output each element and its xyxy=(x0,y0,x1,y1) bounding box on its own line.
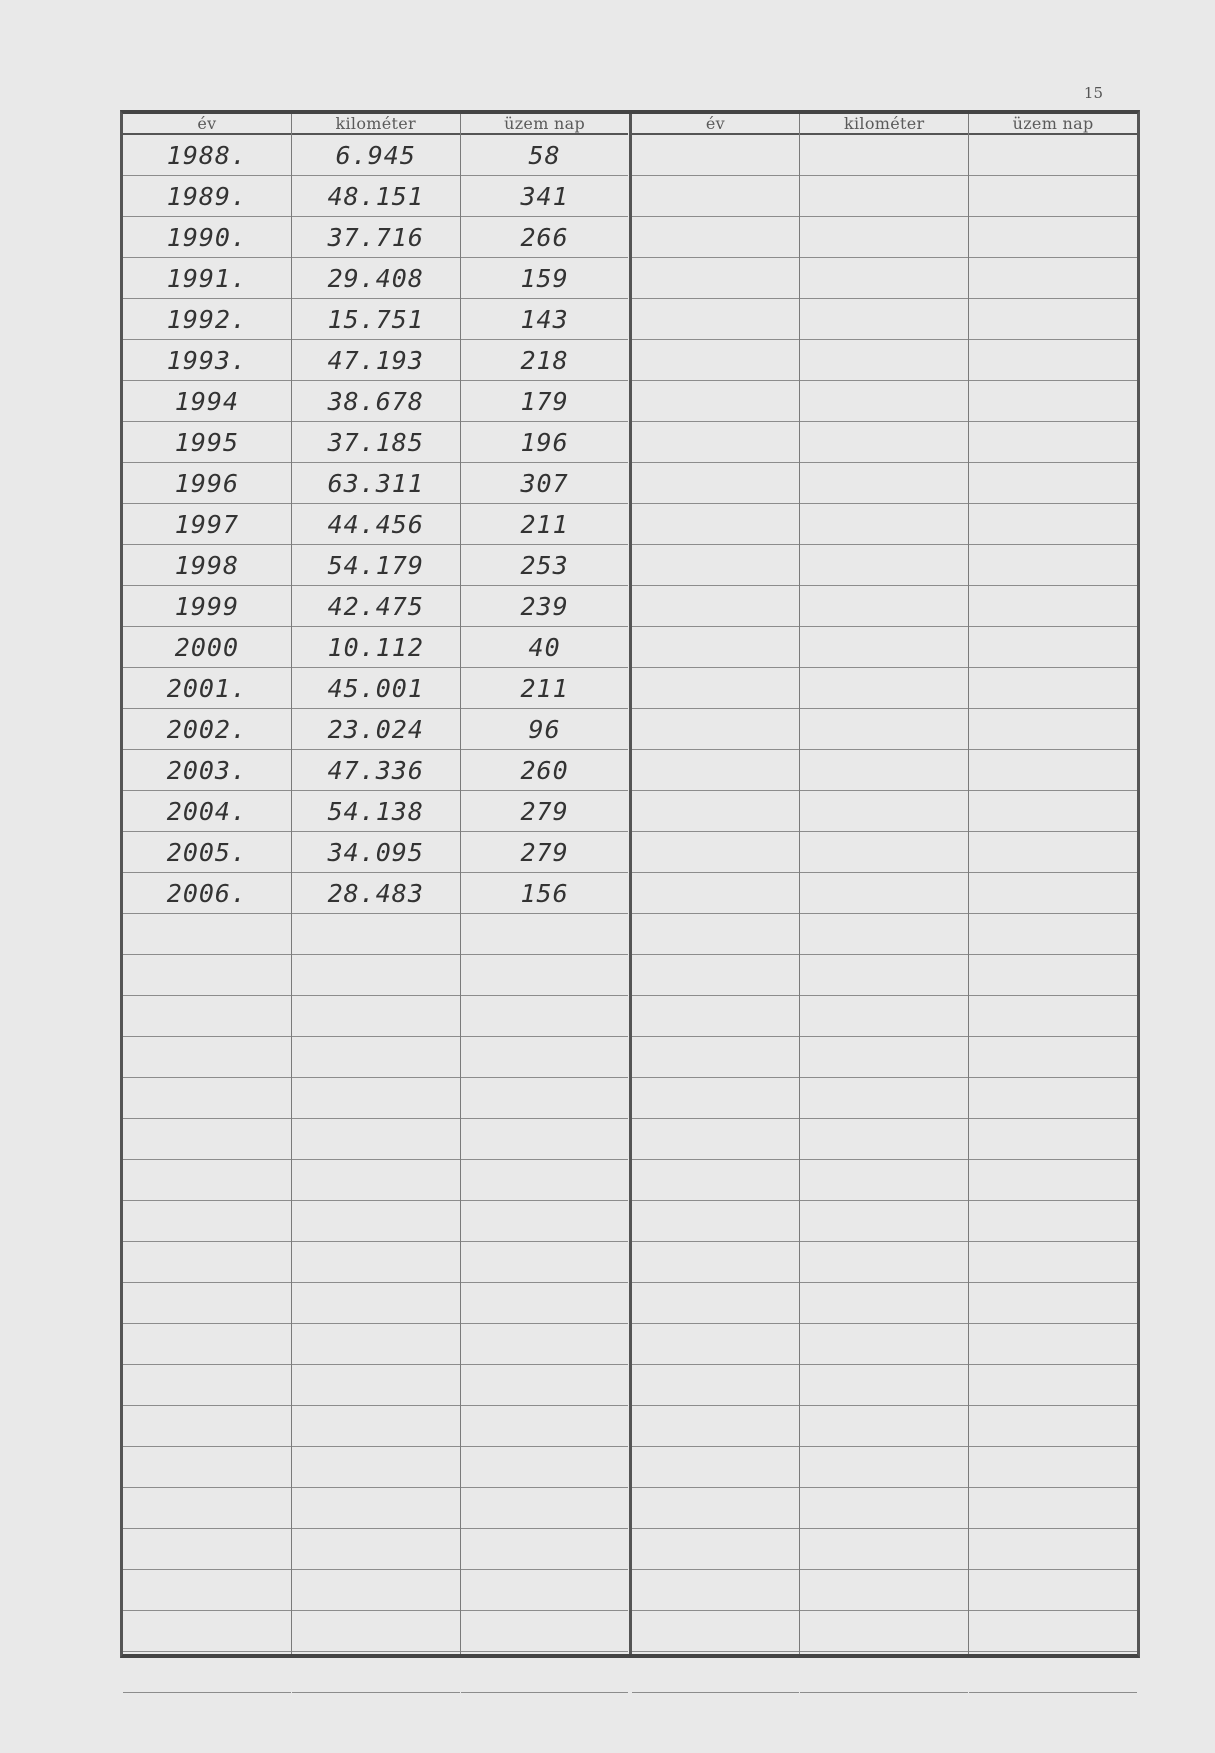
operating-days-column xyxy=(461,114,629,1654)
empty-ruled-line xyxy=(461,1119,629,1160)
empty-ruled-line xyxy=(123,1406,291,1447)
entry-days: 143 xyxy=(461,299,629,340)
entry-km: 45.001 xyxy=(292,668,460,709)
empty-ruled-line xyxy=(632,258,800,299)
empty-ruled-line xyxy=(632,504,800,545)
empty-ruled-line xyxy=(969,1324,1137,1365)
empty-ruled-line xyxy=(632,463,800,504)
empty-ruled-line xyxy=(292,996,460,1037)
empty-ruled-line xyxy=(632,996,800,1037)
empty-ruled-line xyxy=(800,135,968,176)
empty-ruled-line xyxy=(800,1119,968,1160)
entry-days: 40 xyxy=(461,627,629,668)
empty-ruled-line xyxy=(123,1365,291,1406)
empty-ruled-line xyxy=(969,914,1137,955)
empty-ruled-line xyxy=(632,422,800,463)
empty-ruled-line xyxy=(632,1611,800,1652)
entry-year: 2003. xyxy=(123,750,291,791)
empty-ruled-line xyxy=(800,1693,968,1733)
empty-ruled-line xyxy=(292,1119,460,1160)
entry-year: 1993. xyxy=(123,340,291,381)
empty-ruled-line xyxy=(461,1693,629,1733)
entry-days: 96 xyxy=(461,709,629,750)
empty-ruled-line xyxy=(292,1201,460,1242)
entry-km: 28.483 xyxy=(292,873,460,914)
empty-ruled-line xyxy=(800,1611,968,1652)
empty-ruled-line xyxy=(969,504,1137,545)
empty-ruled-line xyxy=(632,217,800,258)
empty-ruled-line xyxy=(969,1283,1137,1324)
entry-year: 1995 xyxy=(123,422,291,463)
empty-ruled-line xyxy=(461,1324,629,1365)
empty-ruled-line xyxy=(800,1406,968,1447)
empty-ruled-line xyxy=(969,791,1137,832)
empty-ruled-line xyxy=(632,709,800,750)
entry-year: 1998 xyxy=(123,545,291,586)
empty-ruled-line xyxy=(123,1529,291,1570)
empty-ruled-line xyxy=(123,1201,291,1242)
entry-year: 1988. xyxy=(123,135,291,176)
empty-ruled-line xyxy=(800,586,968,627)
empty-ruled-line xyxy=(292,1365,460,1406)
year-column-right xyxy=(632,114,801,1654)
entry-km: 54.179 xyxy=(292,545,460,586)
empty-ruled-line xyxy=(800,463,968,504)
empty-ruled-line xyxy=(800,176,968,217)
entry-year: 1990. xyxy=(123,217,291,258)
empty-ruled-line xyxy=(800,1160,968,1201)
empty-ruled-line xyxy=(800,1078,968,1119)
empty-ruled-line xyxy=(969,1365,1137,1406)
empty-ruled-line xyxy=(800,1201,968,1242)
operating-days-column-right xyxy=(969,114,1137,1654)
empty-ruled-line xyxy=(461,1652,629,1693)
entry-days: 196 xyxy=(461,422,629,463)
ledger-right-half xyxy=(632,114,1138,1654)
empty-ruled-line xyxy=(969,955,1137,996)
empty-ruled-line xyxy=(123,1611,291,1652)
entry-days: 159 xyxy=(461,258,629,299)
empty-ruled-line xyxy=(461,955,629,996)
empty-ruled-line xyxy=(123,1078,291,1119)
empty-ruled-line xyxy=(800,258,968,299)
empty-ruled-line xyxy=(969,340,1137,381)
empty-ruled-line xyxy=(292,914,460,955)
empty-ruled-line xyxy=(292,1447,460,1488)
entry-km: 6.945 xyxy=(292,135,460,176)
empty-ruled-line xyxy=(969,996,1137,1037)
header-operating-days: üzem nap xyxy=(461,114,629,135)
empty-ruled-line xyxy=(123,955,291,996)
empty-ruled-line xyxy=(800,914,968,955)
empty-ruled-line xyxy=(123,1570,291,1611)
empty-ruled-line xyxy=(123,1242,291,1283)
header-year-right: év xyxy=(632,114,800,135)
empty-ruled-line xyxy=(969,1488,1137,1529)
empty-ruled-line xyxy=(800,1529,968,1570)
entry-year: 2006. xyxy=(123,873,291,914)
entry-year: 1991. xyxy=(123,258,291,299)
empty-ruled-line xyxy=(123,1447,291,1488)
empty-ruled-line xyxy=(632,1201,800,1242)
empty-ruled-line xyxy=(800,1447,968,1488)
page-number: 15 xyxy=(1083,84,1103,102)
entry-km: 42.475 xyxy=(292,586,460,627)
empty-ruled-line xyxy=(292,1160,460,1201)
empty-ruled-line xyxy=(632,1037,800,1078)
entry-year: 1996 xyxy=(123,463,291,504)
entry-days: 260 xyxy=(461,750,629,791)
empty-ruled-line xyxy=(969,135,1137,176)
empty-ruled-line xyxy=(800,504,968,545)
empty-ruled-line xyxy=(632,1406,800,1447)
empty-ruled-line xyxy=(123,1119,291,1160)
empty-ruled-line xyxy=(292,1283,460,1324)
empty-ruled-line xyxy=(632,627,800,668)
entry-days: 156 xyxy=(461,873,629,914)
entry-km: 37.716 xyxy=(292,217,460,258)
entry-km: 38.678 xyxy=(292,381,460,422)
empty-ruled-line xyxy=(461,1365,629,1406)
empty-ruled-line xyxy=(461,1160,629,1201)
empty-ruled-line xyxy=(461,1447,629,1488)
empty-ruled-line xyxy=(123,1283,291,1324)
entry-days: 211 xyxy=(461,504,629,545)
empty-ruled-line xyxy=(800,1488,968,1529)
empty-ruled-line xyxy=(969,1160,1137,1201)
empty-ruled-line xyxy=(800,422,968,463)
empty-ruled-line xyxy=(632,1242,800,1283)
empty-ruled-line xyxy=(123,1693,291,1733)
empty-ruled-line xyxy=(969,463,1137,504)
entry-km: 34.095 xyxy=(292,832,460,873)
entry-year: 1999 xyxy=(123,586,291,627)
entry-days: 211 xyxy=(461,668,629,709)
entry-km: 47.336 xyxy=(292,750,460,791)
empty-ruled-line xyxy=(292,1529,460,1570)
empty-ruled-line xyxy=(632,381,800,422)
entry-year: 1989. xyxy=(123,176,291,217)
empty-ruled-line xyxy=(800,750,968,791)
empty-ruled-line xyxy=(632,1119,800,1160)
empty-ruled-line xyxy=(800,873,968,914)
empty-ruled-line xyxy=(800,709,968,750)
empty-ruled-line xyxy=(123,1160,291,1201)
empty-ruled-line xyxy=(461,1529,629,1570)
empty-ruled-line xyxy=(123,996,291,1037)
empty-ruled-line xyxy=(969,832,1137,873)
entry-days: 341 xyxy=(461,176,629,217)
empty-ruled-line xyxy=(461,1242,629,1283)
empty-ruled-line xyxy=(632,1078,800,1119)
empty-ruled-line xyxy=(969,668,1137,709)
empty-ruled-line xyxy=(800,340,968,381)
entry-km: 47.193 xyxy=(292,340,460,381)
entry-days: 307 xyxy=(461,463,629,504)
empty-ruled-line xyxy=(632,791,800,832)
empty-ruled-line xyxy=(292,1037,460,1078)
empty-ruled-line xyxy=(969,1693,1137,1733)
empty-ruled-line xyxy=(292,1611,460,1652)
year-column xyxy=(123,114,292,1654)
entry-km: 10.112 xyxy=(292,627,460,668)
empty-ruled-line xyxy=(632,545,800,586)
empty-ruled-line xyxy=(969,1201,1137,1242)
entry-year: 2002. xyxy=(123,709,291,750)
empty-ruled-line xyxy=(800,217,968,258)
empty-ruled-line xyxy=(800,996,968,1037)
empty-ruled-line xyxy=(632,340,800,381)
empty-ruled-line xyxy=(123,1488,291,1529)
empty-ruled-line xyxy=(632,750,800,791)
empty-ruled-line xyxy=(632,1570,800,1611)
entry-km: 29.408 xyxy=(292,258,460,299)
entry-year: 2000 xyxy=(123,627,291,668)
empty-ruled-line xyxy=(800,668,968,709)
entry-days: 279 xyxy=(461,791,629,832)
empty-ruled-line xyxy=(800,791,968,832)
entry-km: 54.138 xyxy=(292,791,460,832)
empty-ruled-line xyxy=(292,1570,460,1611)
empty-ruled-line xyxy=(632,1652,800,1693)
empty-ruled-line xyxy=(969,1652,1137,1693)
empty-ruled-line xyxy=(461,1201,629,1242)
empty-ruled-line xyxy=(800,832,968,873)
empty-ruled-line xyxy=(969,1119,1137,1160)
empty-ruled-line xyxy=(969,381,1137,422)
entry-days: 279 xyxy=(461,832,629,873)
empty-ruled-line xyxy=(800,955,968,996)
empty-ruled-line xyxy=(123,1037,291,1078)
empty-ruled-line xyxy=(632,1324,800,1365)
empty-ruled-line xyxy=(292,1652,460,1693)
empty-ruled-line xyxy=(969,1447,1137,1488)
empty-ruled-line xyxy=(969,586,1137,627)
empty-ruled-line xyxy=(461,1611,629,1652)
entry-days: 179 xyxy=(461,381,629,422)
entry-days: 266 xyxy=(461,217,629,258)
empty-ruled-line xyxy=(632,299,800,340)
empty-ruled-line xyxy=(800,1365,968,1406)
empty-ruled-line xyxy=(969,1529,1137,1570)
kilometer-column-right xyxy=(800,114,969,1654)
kilometer-column xyxy=(292,114,461,1654)
entry-year: 2004. xyxy=(123,791,291,832)
entry-days: 58 xyxy=(461,135,629,176)
empty-ruled-line xyxy=(461,1406,629,1447)
empty-ruled-line xyxy=(632,955,800,996)
empty-ruled-line xyxy=(969,1242,1137,1283)
empty-ruled-line xyxy=(800,1242,968,1283)
empty-ruled-line xyxy=(800,1652,968,1693)
header-kilometer-right: kilométer xyxy=(800,114,968,135)
empty-ruled-line xyxy=(461,1570,629,1611)
empty-ruled-line xyxy=(969,1037,1137,1078)
entry-km: 37.185 xyxy=(292,422,460,463)
empty-ruled-line xyxy=(123,914,291,955)
empty-ruled-line xyxy=(123,1652,291,1693)
empty-ruled-line xyxy=(969,299,1137,340)
header-operating-days-right: üzem nap xyxy=(969,114,1137,135)
empty-ruled-line xyxy=(461,914,629,955)
empty-ruled-line xyxy=(969,1570,1137,1611)
empty-ruled-line xyxy=(800,1037,968,1078)
empty-ruled-line xyxy=(632,1283,800,1324)
empty-ruled-line xyxy=(969,1406,1137,1447)
entry-km: 48.151 xyxy=(292,176,460,217)
entry-year: 1997 xyxy=(123,504,291,545)
empty-ruled-line xyxy=(632,176,800,217)
empty-ruled-line xyxy=(969,750,1137,791)
empty-ruled-line xyxy=(292,1324,460,1365)
entry-year: 2001. xyxy=(123,668,291,709)
empty-ruled-line xyxy=(969,258,1137,299)
empty-ruled-line xyxy=(800,1283,968,1324)
ledger-left-half xyxy=(123,114,632,1654)
entry-days: 218 xyxy=(461,340,629,381)
empty-ruled-line xyxy=(969,1611,1137,1652)
empty-ruled-line xyxy=(632,1693,800,1733)
entry-year: 1992. xyxy=(123,299,291,340)
empty-ruled-line xyxy=(800,1324,968,1365)
empty-ruled-line xyxy=(292,1693,460,1733)
empty-ruled-line xyxy=(461,1283,629,1324)
empty-ruled-line xyxy=(800,1570,968,1611)
empty-ruled-line xyxy=(800,299,968,340)
empty-ruled-line xyxy=(800,627,968,668)
empty-ruled-line xyxy=(632,914,800,955)
empty-ruled-line xyxy=(632,668,800,709)
empty-ruled-line xyxy=(969,545,1137,586)
entry-days: 253 xyxy=(461,545,629,586)
empty-ruled-line xyxy=(800,381,968,422)
empty-ruled-line xyxy=(292,1242,460,1283)
empty-ruled-line xyxy=(969,217,1137,258)
entry-year: 2005. xyxy=(123,832,291,873)
empty-ruled-line xyxy=(461,1488,629,1529)
empty-ruled-line xyxy=(632,1160,800,1201)
empty-ruled-line xyxy=(969,709,1137,750)
empty-ruled-line xyxy=(292,1488,460,1529)
empty-ruled-line xyxy=(632,1365,800,1406)
empty-ruled-line xyxy=(969,1078,1137,1119)
entry-km: 44.456 xyxy=(292,504,460,545)
entry-km: 15.751 xyxy=(292,299,460,340)
empty-ruled-line xyxy=(969,422,1137,463)
empty-ruled-line xyxy=(292,1406,460,1447)
empty-ruled-line xyxy=(969,873,1137,914)
empty-ruled-line xyxy=(123,1324,291,1365)
empty-ruled-line xyxy=(632,1447,800,1488)
empty-ruled-line xyxy=(632,832,800,873)
entry-km: 23.024 xyxy=(292,709,460,750)
empty-ruled-line xyxy=(632,586,800,627)
empty-ruled-line xyxy=(292,955,460,996)
empty-ruled-line xyxy=(632,135,800,176)
empty-ruled-line xyxy=(969,627,1137,668)
empty-ruled-line xyxy=(632,873,800,914)
empty-ruled-line xyxy=(632,1488,800,1529)
empty-ruled-line xyxy=(632,1529,800,1570)
header-year: év xyxy=(123,114,291,135)
empty-ruled-line xyxy=(800,545,968,586)
entry-year: 1994 xyxy=(123,381,291,422)
entry-days: 239 xyxy=(461,586,629,627)
empty-ruled-line xyxy=(292,1078,460,1119)
entry-km: 63.311 xyxy=(292,463,460,504)
empty-ruled-line xyxy=(969,176,1137,217)
ledger-table xyxy=(120,110,1140,1658)
header-kilometer: kilométer xyxy=(292,114,460,135)
empty-ruled-line xyxy=(461,1037,629,1078)
empty-ruled-line xyxy=(461,996,629,1037)
empty-ruled-line xyxy=(461,1078,629,1119)
